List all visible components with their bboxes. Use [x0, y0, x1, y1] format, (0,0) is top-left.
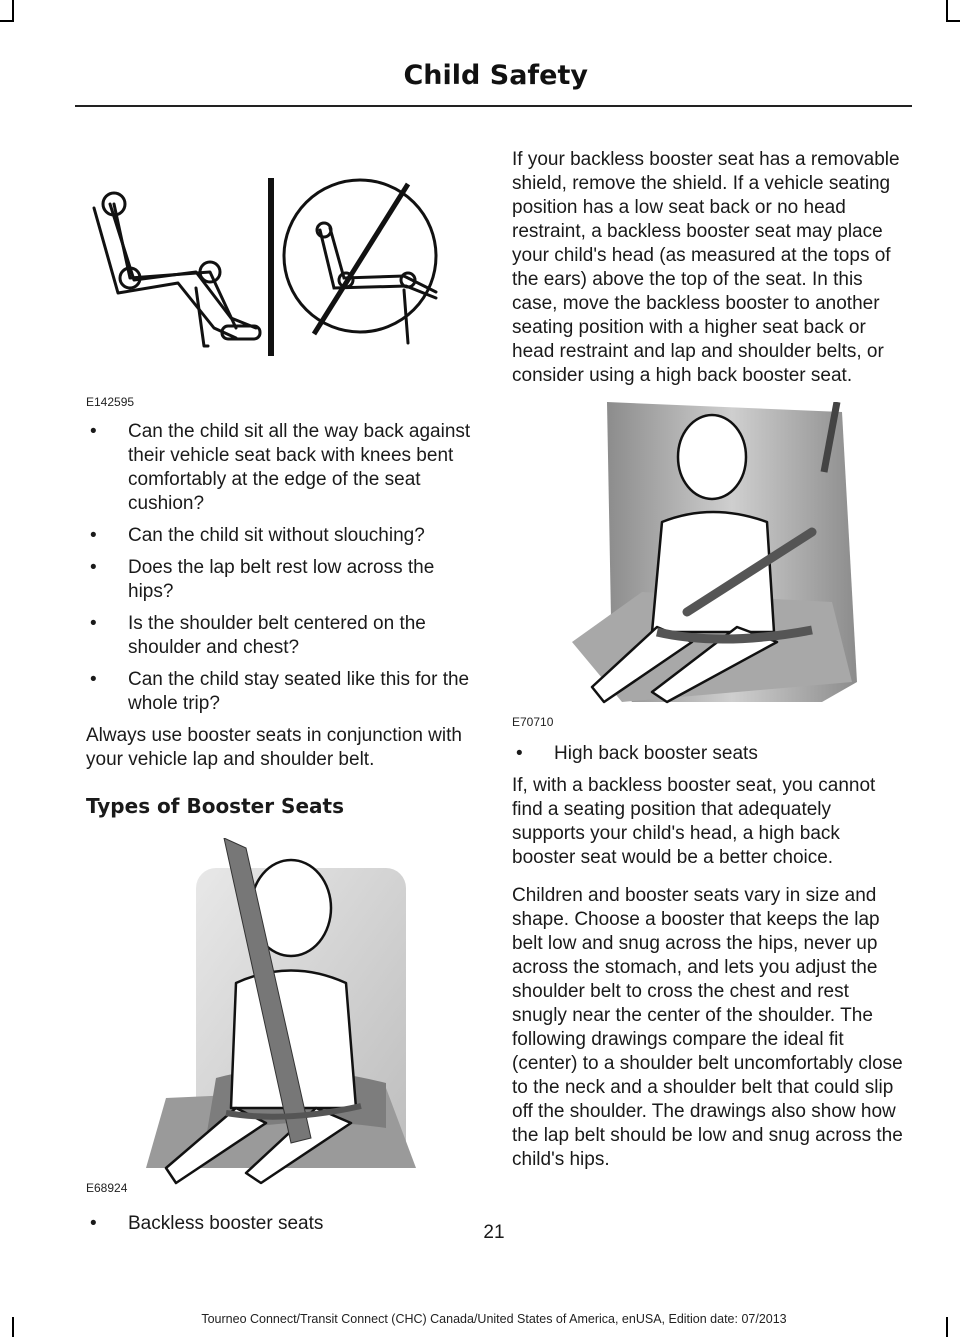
- list-item: [86, 524, 478, 548]
- high-back-caption-list: [512, 742, 908, 766]
- list-item-text: Can the child sit without slouching?: [128, 525, 425, 546]
- bullet: •: [516, 743, 523, 764]
- bullet: •: [90, 557, 97, 578]
- bullet: •: [90, 421, 97, 442]
- list-item-text: Can the child stay seated like this for the whole trip?: [128, 669, 470, 714]
- belt-fit-paragraph: Children and booster seats vary in size and shape. Choose a booster that keeps the lap belt low and snug across the hips, never up across the stomach, and lets you adjust the shoulder belt to cross the chest and rest snugly near the center of the shoulder. The following drawings compare the ideal fit (center) to a shoulder belt uncomfortably close to the neck and a shoulder belt that could slip off the shoulder. The drawings also show how the lap belt should be low and snug across the child's hips.: [512, 885, 903, 1170]
- list-item-text: Is the shoulder belt centered on the shoulder and chest?: [128, 613, 426, 658]
- bullet: •: [90, 525, 97, 546]
- figure-id: E142595: [86, 395, 135, 409]
- list-item-text: High back booster seats: [554, 743, 758, 764]
- backless-booster-illustration: [86, 838, 478, 1190]
- list-item-text: Backless booster seats: [128, 1213, 324, 1234]
- right-column: [512, 148, 908, 1186]
- seat-diagram-illustration: [86, 168, 478, 406]
- header-divider: [75, 105, 912, 107]
- page-number: 21: [483, 1222, 505, 1243]
- section-heading: Types of Booster Seats: [86, 794, 344, 818]
- figure-id: E68924: [86, 1181, 128, 1195]
- page-title: Child Safety: [403, 60, 588, 91]
- bullet: •: [90, 1213, 97, 1234]
- high-back-guidance-paragraph: If, with a backless booster seat, you cannot find a seating position that adequately supports your child's head, a high back booster seat would be a better choice.: [512, 775, 876, 868]
- crop-mark: [0, 20, 14, 22]
- list-item: [86, 420, 478, 516]
- bullet: •: [90, 613, 97, 634]
- backless-booster-figure: [86, 838, 478, 1195]
- footer-edition-text: Tourneo Connect/Transit Connect (CHC) Canada/United States of America, enUSA, Edition date: 07/2013: [201, 1312, 787, 1326]
- list-item: [512, 742, 908, 766]
- crop-mark: [12, 0, 14, 22]
- crop-mark: [946, 0, 948, 22]
- list-item-text: Does the lap belt rest low across the hips?: [128, 557, 435, 602]
- booster-advice-paragraph: Always use booster seats in conjunction with your vehicle lap and shoulder belt.: [86, 725, 462, 770]
- high-back-booster-figure: [512, 402, 908, 732]
- seating-positions-figure: [86, 168, 478, 409]
- list-item-text: Can the child sit all the way back against their vehicle seat back with knees bent comfortably at the edge of the seat cushion?: [128, 421, 471, 514]
- backless-guidance-paragraph: If your backless booster seat has a removable shield, remove the shield. If a vehicle seating position has a low seat back or no head restraint, a backless booster seat may place your child's head (as measured at the tops of the ears) above the top of the seat. In this case, move the backless booster to another seating position with a higher seat back or head restraint and lap and shoulder belts, or consider using a high back booster seat.: [512, 149, 900, 386]
- list-item: [86, 556, 478, 604]
- list-item: [86, 668, 478, 716]
- fit-question-list: [86, 420, 478, 716]
- bullet: •: [90, 669, 97, 690]
- crop-mark: [946, 20, 960, 22]
- left-column: [86, 168, 478, 1244]
- figure-id: E70710: [512, 715, 554, 729]
- list-item: [86, 612, 478, 660]
- high-back-booster-illustration: [512, 402, 908, 722]
